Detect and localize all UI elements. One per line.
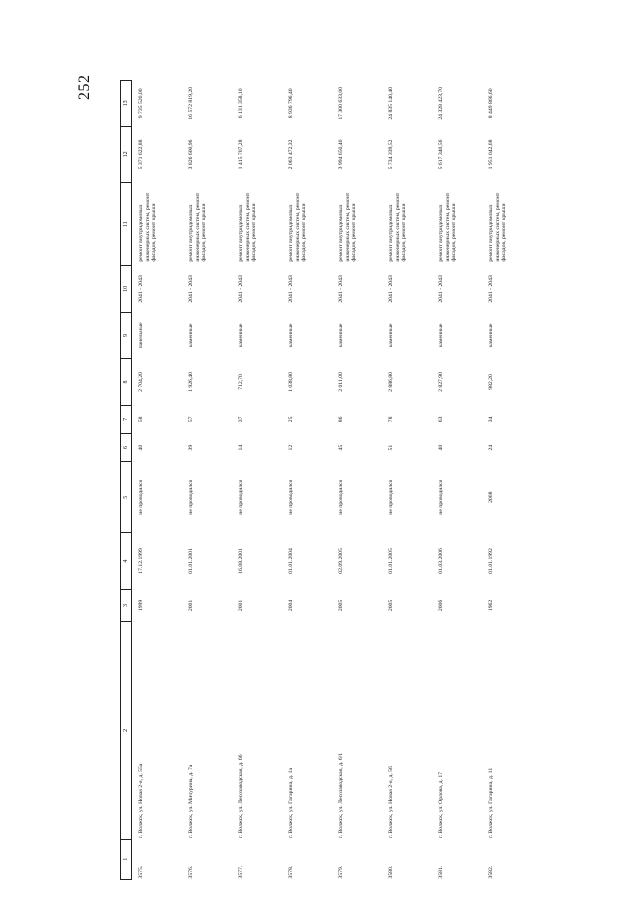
cost-cell: 1 415 707,28: [238, 139, 244, 170]
year-built-cell: 2004: [288, 599, 294, 612]
residents-cell: 25: [288, 416, 294, 423]
col-number: 2: [121, 622, 132, 839]
wall-material-cell: каменные: [338, 323, 344, 348]
total-cost-cell: 24 835 140,40: [388, 86, 394, 120]
address-cell: г. Волжск, ул. Лесозаводская, д. 66: [238, 754, 244, 839]
col-number: 4: [121, 533, 132, 590]
apartments-cell: 24: [488, 444, 494, 451]
table-row: [482, 81, 532, 880]
page-number: 252: [76, 74, 93, 100]
year-built-cell: 2001: [238, 599, 244, 612]
cost-cell: 5 371 622,88: [138, 139, 144, 170]
col-number: 9: [121, 312, 132, 359]
cost-cell: 5 617 340,56: [438, 139, 444, 170]
total-cost-cell: 17 300 633,00: [338, 86, 344, 120]
cost-cell: 1 951 042,08: [488, 139, 494, 170]
works-cell: ремонт внутридомовых инженерных систем, ремонт фасадов, ремонт крыши: [188, 192, 207, 262]
works-cell: ремонт внутридомовых инженерных систем, ремонт фасадов, ремонт крыши: [388, 192, 407, 262]
date-cell: 17.12.1999: [138, 548, 144, 574]
last-repair-cell: не проводился: [188, 479, 194, 515]
works-cell: ремонт внутридомовых инженерных систем, ремонт фасадов, ремонт крыши: [438, 192, 457, 262]
residents-cell: 58: [138, 416, 144, 423]
total-cost-cell: 9 735 520,00: [138, 88, 144, 119]
wall-material-cell: панельные: [138, 322, 144, 349]
row-number: 3577.: [238, 865, 244, 879]
date-cell: 01.01.2004: [288, 548, 294, 574]
wall-material-cell: каменные: [288, 323, 294, 348]
last-repair-cell: 2008: [488, 491, 494, 503]
total-cost-cell: 24 328 423,70: [438, 86, 444, 120]
residents-cell: 37: [238, 416, 244, 423]
address-cell: г. Волжск, ул. Новая 2-я, д. 55а: [138, 763, 144, 839]
table-row: [182, 81, 232, 880]
period-cell: 2041 - 2043: [188, 275, 194, 303]
wall-material-cell: каменные: [438, 323, 444, 348]
row-number: 3582.: [488, 865, 494, 879]
date-cell: 02.09.2005: [338, 548, 344, 574]
cost-cell: 2 063 472,32: [288, 139, 294, 170]
year-built-cell: 1999: [138, 599, 144, 612]
apartments-cell: 39: [188, 444, 194, 451]
row-number: 3579.: [338, 865, 344, 879]
period-cell: 2041 - 2043: [238, 275, 244, 303]
rotated-table-container: [120, 80, 530, 880]
row-number: 3575.: [138, 865, 144, 879]
col-number: 6: [121, 434, 132, 462]
col-number: 10: [121, 266, 132, 313]
area-cell: 2 011,00: [338, 372, 344, 392]
table-row: [132, 81, 183, 880]
row-number: 3578.: [288, 865, 294, 879]
year-built-cell: 2005: [388, 599, 394, 612]
total-cost-cell: 8 449 866,60: [488, 88, 494, 119]
works-cell: ремонт внутридомовых инженерных систем, ремонт фасадов, ремонт крыши: [338, 192, 357, 262]
address-cell: г. Волжск, ул. Гагарина, д. 11: [488, 767, 494, 839]
apartments-cell: 40: [138, 444, 144, 451]
period-cell: 2041 - 2043: [338, 275, 344, 303]
cost-cell: 3 826 600,96: [188, 139, 194, 170]
residents-cell: 78: [388, 416, 394, 423]
apartments-cell: 51: [388, 444, 394, 451]
residents-cell: 57: [188, 416, 194, 423]
cost-cell: 3 994 650,40: [338, 139, 344, 170]
residents-cell: 34: [488, 416, 494, 423]
last-repair-cell: не проводился: [238, 479, 244, 515]
date-cell: 01.01.2001: [188, 548, 194, 574]
last-repair-cell: не проводился: [438, 479, 444, 515]
col-number: 1: [121, 839, 132, 879]
table-row: [332, 81, 382, 880]
apartments-cell: 12: [288, 444, 294, 451]
area-cell: 2 886,80: [388, 372, 394, 392]
cost-cell: 5 734 339,52: [388, 139, 394, 170]
address-cell: г. Волжск, ул. Новая 2-я, д. 56: [388, 766, 394, 839]
period-cell: 2041 - 2043: [288, 275, 294, 303]
residents-cell: 86: [338, 416, 344, 423]
works-cell: ремонт внутридомовых инженерных систем, ремонт фасадов, ремонт крыши: [238, 192, 257, 262]
last-repair-cell: не проводился: [388, 479, 394, 515]
col-number: 13: [121, 81, 132, 127]
works-cell: ремонт внутридомовых инженерных систем, ремонт фасадов, ремонт крыши: [138, 192, 157, 262]
column-number-row: [121, 81, 132, 880]
repair-program-table: [120, 80, 532, 880]
apartments-cell: 14: [238, 444, 244, 451]
total-cost-cell: 16 572 819,20: [188, 86, 194, 120]
wall-material-cell: каменные: [388, 323, 394, 348]
total-cost-cell: 8 936 796,40: [288, 88, 294, 119]
total-cost-cell: 6 131 358,10: [238, 88, 244, 119]
works-cell: ремонт внутридомовых инженерных систем, ремонт фасадов, ремонт крыши: [488, 192, 507, 262]
wall-material-cell: каменные: [238, 323, 244, 348]
date-cell: 01.01.1992: [488, 548, 494, 574]
year-built-cell: 1962: [488, 599, 494, 612]
period-cell: 2041 - 2043: [438, 275, 444, 303]
table-row: [432, 81, 482, 880]
table-body: [132, 81, 533, 880]
year-built-cell: 2005: [338, 599, 344, 612]
col-number: 11: [121, 183, 132, 266]
row-number: 3576.: [188, 865, 194, 879]
last-repair-cell: не проводился: [288, 479, 294, 515]
period-cell: 2041 - 2043: [388, 275, 394, 303]
apartments-cell: 40: [438, 444, 444, 451]
table-row: [282, 81, 332, 880]
period-cell: 2041 - 2043: [138, 275, 144, 303]
year-built-cell: 2006: [438, 599, 444, 612]
area-cell: 2 704,20: [138, 372, 144, 392]
date-cell: 01.01.2005: [388, 548, 394, 574]
area-cell: 982,20: [488, 374, 494, 390]
col-number: 3: [121, 589, 132, 621]
area-cell: 712,70: [238, 374, 244, 390]
area-cell: 1 926,40: [188, 372, 194, 392]
works-cell: ремонт внутридомовых инженерных систем, ремонт фасадов, ремонт крыши: [288, 192, 307, 262]
address-cell: г. Волжск, ул. Лесозаводская, д. 6/1: [338, 752, 344, 839]
date-cell: 16.08.2001: [238, 548, 244, 574]
col-number: 7: [121, 405, 132, 433]
area-cell: 1 038,80: [288, 372, 294, 392]
address-cell: г. Волжск, ул. Орлова, д. 17: [438, 771, 444, 839]
row-number: 3581.: [438, 865, 444, 879]
period-cell: 2041 - 2043: [488, 275, 494, 303]
year-built-cell: 2001: [188, 599, 194, 612]
wall-material-cell: каменные: [188, 323, 194, 348]
last-repair-cell: не проводился: [338, 479, 344, 515]
residents-cell: 63: [438, 416, 444, 423]
col-number: 12: [121, 126, 132, 183]
col-number: 5: [121, 462, 132, 533]
wall-material-cell: каменные: [488, 323, 494, 348]
area-cell: 2 827,90: [438, 372, 444, 392]
address-cell: г. Волжск, ул. Гагарина, д. 1а: [288, 767, 294, 839]
table-row: [382, 81, 432, 880]
table-row: [232, 81, 282, 880]
col-number: 8: [121, 359, 132, 406]
apartments-cell: 45: [338, 444, 344, 451]
address-cell: г. Волжск, ул. Мичурина, д. 7а: [188, 764, 194, 839]
last-repair-cell: не проводился: [138, 479, 144, 515]
row-number: 3580.: [388, 865, 394, 879]
date-cell: 01.03.2006: [438, 548, 444, 574]
